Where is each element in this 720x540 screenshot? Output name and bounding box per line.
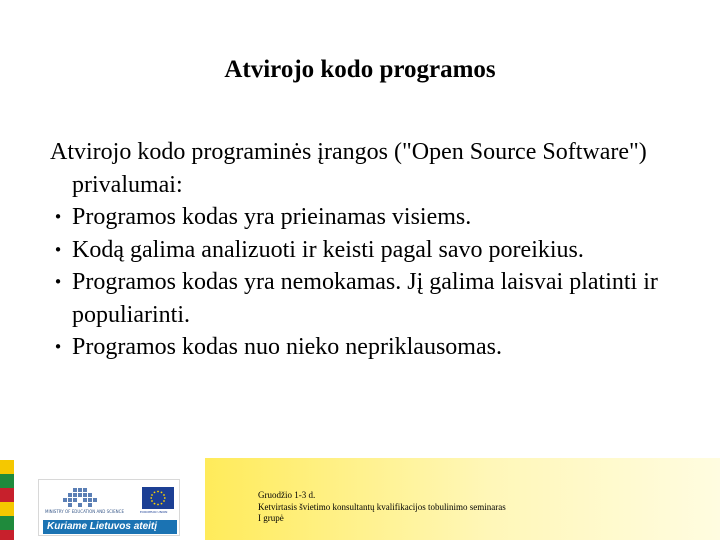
- bullet-text: Programos kodas yra nemokamas. Jį galima laisvai platinti ir populiarinti.: [72, 269, 658, 328]
- bullet-icon: •: [53, 240, 63, 259]
- list-item: [50, 266, 690, 331]
- slogan-banner: Kuriame Lietuvos ateitį: [43, 520, 177, 534]
- bullet-text: Kodą galima analizuoti ir keisti pagal savo poreikius.: [72, 236, 584, 263]
- list-item: [50, 234, 690, 267]
- seminar-info: [258, 490, 506, 525]
- stripe-red: [0, 530, 14, 540]
- slide-body: [50, 136, 690, 364]
- bullet-icon: •: [53, 208, 63, 226]
- slide-title: Atvirojo kodo programos: [224, 56, 496, 83]
- intro-text: Atvirojo kodo programinės įrangos ("Open Source Software") privalumai:: [50, 139, 647, 198]
- seminar-title: Ketvirtasis švietimo konsultantų kvalifikacijos tobulinimo seminaras: [258, 501, 506, 512]
- stripe-red: [0, 488, 14, 502]
- bullet-icon: •: [53, 338, 63, 356]
- ministry-text: MINISTRY OF EDUCATION AND SCIENCE: [45, 509, 124, 514]
- bullet-text: Programos kodas nuo nieko nepriklausomas.: [72, 334, 502, 360]
- lithuanian-flag-stripes: [0, 460, 14, 540]
- bullet-icon: •: [53, 273, 63, 291]
- bullet-list: [50, 201, 690, 364]
- seminar-group: I grupė: [258, 513, 284, 523]
- list-item: [50, 331, 690, 364]
- stripe-green: [0, 516, 14, 530]
- eu-text: EUROPEAN UNION: [140, 510, 168, 514]
- ministry-logo-icon: [59, 486, 99, 510]
- bullet-text: Programos kodas yra prieinamas visiems.: [72, 204, 472, 230]
- list-item: [50, 201, 690, 234]
- seminar-date: Gruodžio 1-3 d.: [258, 490, 316, 500]
- sponsor-logo: [38, 479, 180, 536]
- stripe-yellow: [0, 460, 14, 474]
- eu-flag-icon: [142, 487, 174, 509]
- stripe-yellow: [0, 502, 14, 516]
- stripe-green: [0, 474, 14, 488]
